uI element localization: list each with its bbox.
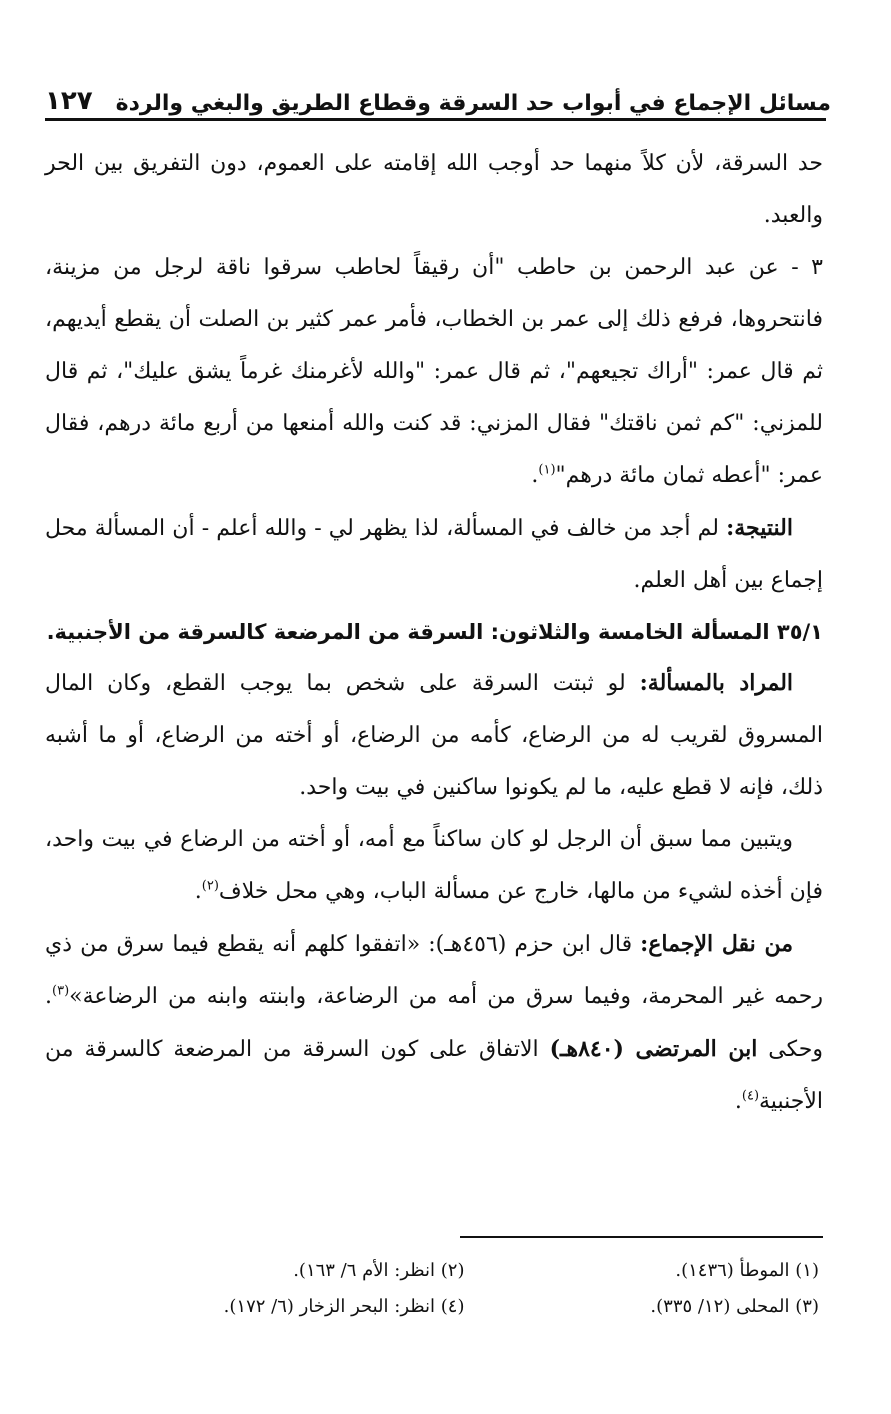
result-label: النتيجة:: [726, 515, 793, 541]
paragraph-text: حد السرقة، لأن كلاً منهما حد أوجب الله إقامته على العموم، دون التفريق بين الحر والعبد.: [45, 151, 823, 228]
page-number: ١٢٧: [45, 86, 93, 116]
meaning-text: لو ثبتت السرقة على شخص بما يوجب القطع، وكان المال المسروق لقريب له من الرضاع، كأمه من الرضاع، أو أخته من الرضاع، أو ما أشبه ذلك، فإنه لا قطع عليه، ما لم يكونوا ساكنين في بيت واحد.: [45, 671, 823, 800]
clarification-paragraph: [45, 814, 823, 918]
main-text: [45, 138, 823, 1128]
footnote: (١) الموطأ (١٤٣٦).: [675, 1260, 819, 1281]
header-rule: [45, 118, 826, 121]
numbered-item-3: [45, 242, 823, 502]
consensus-text: قال ابن حزم (٤٥٦هـ): «اتفقوا كلهم أنه يقطع فيما سرق من ذي رحمه غير المحرمة، وفيما سرق من أمه من الرضاعة، وابنته وابنه من الرضاعة»: [45, 932, 823, 1009]
footnote-ref: (١): [538, 462, 556, 478]
item-text: عن عبد الرحمن بن حاطب "أن رقيقاً لحاطب سرقوا ناقة لرجل من مزينة، فانتحروها، فرفع ذلك إلى عمر بن الخطاب، فأمر عمر كثير بن الصلت أن يقطع أيديهم، ثم قال عمر: "أراك تجيعهم"، ثم قال عمر: "والله لأغرمنك غرماً يشق عليك"، ثم قال للمزني: "كم ثمن ناقتك" فقال المزني: قد كنت والله أمنعها من أربع مائة درهم، فقال عمر: "أعطه ثمان مائة درهم": [45, 255, 823, 488]
punctuation: .: [734, 1089, 742, 1114]
scholar-name: ابن المرتضى (٨٤٠هـ): [549, 1036, 758, 1062]
punctuation: .: [531, 463, 539, 488]
footnote-rule: [460, 1236, 823, 1238]
result-text: لم أجد من خالف في المسألة، لذا يظهر لي - والله أعلم - أن المسألة محل إجماع بين أهل العلم.: [45, 516, 823, 593]
consensus-text: . وحكى: [45, 984, 823, 1062]
paragraph: [45, 138, 823, 242]
footnote-ref: (٣): [52, 983, 70, 999]
footnote: (٤) انظر: البحر الزخار (٦/ ١٧٢).: [223, 1296, 465, 1317]
footnote-ref: (٢): [201, 878, 219, 894]
consensus-label: من نقل الإجماع:: [640, 931, 794, 957]
section-heading: ٣٥/١ المسألة الخامسة والثلاثون: السرقة من المرضعة كالسرقة من الأجنبية.: [46, 620, 823, 644]
footnote-ref: (٤): [741, 1088, 760, 1104]
footnote: (٢) انظر: الأم ٦/ ١٦٣).: [293, 1260, 465, 1281]
footnotes: [130, 1258, 819, 1320]
footnote: (٣) المحلى (١٢/ ٣٣٥).: [650, 1296, 819, 1317]
consensus-text: الاتفاق على كون السرقة من المرضعة كالسرقة من الأجنبية: [45, 1037, 823, 1114]
item-number: ٣ -: [791, 255, 823, 280]
consensus-paragraph: [45, 918, 823, 1128]
running-title: مسائل الإجماع في أبواب حد السرقة وقطاع الطريق والبغي والردة: [115, 91, 831, 116]
meaning-label: المراد بالمسألة:: [639, 670, 794, 696]
clarification-text: ويتبين مما سبق أن الرجل لو كان ساكناً مع أمه، أو أخته من الرضاع في بيت واحد، فإن أخذه لشيء من مالها، خارج عن مسألة الباب، وهي محل خلاف: [45, 827, 823, 904]
result-paragraph: [45, 502, 823, 607]
meaning-paragraph: [45, 657, 823, 814]
punctuation: .: [194, 879, 202, 904]
page-header: [45, 56, 831, 116]
